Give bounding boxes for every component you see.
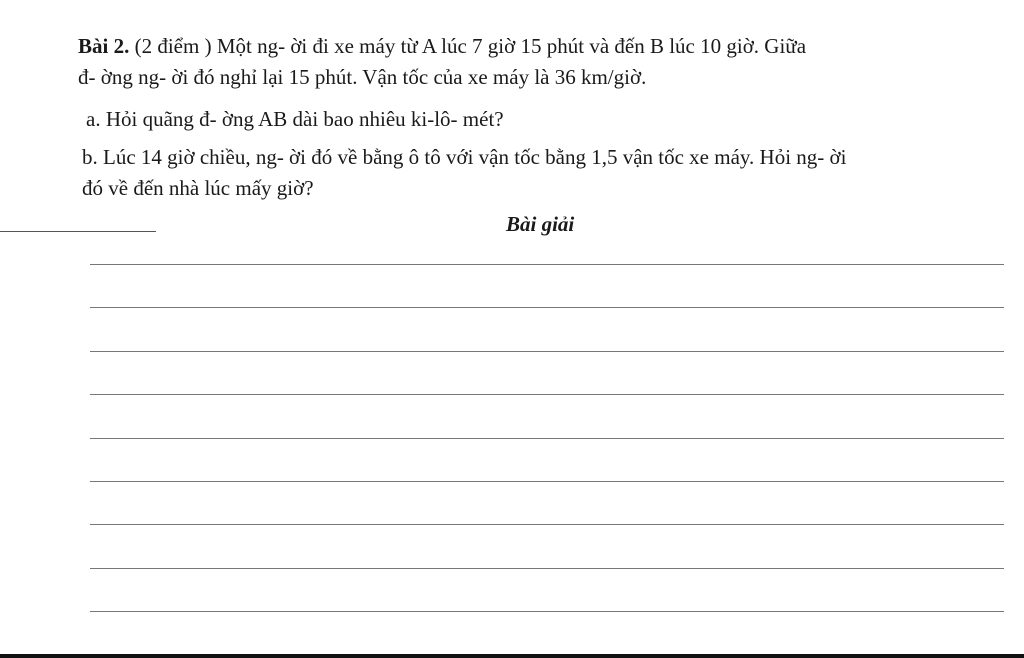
problem-intro-line2: đ- ờng ng- ời đó nghỉ lại 15 phút. Vận tốc của xe máy là 36 km/giờ. (78, 65, 647, 89)
answer-line[interactable] (90, 351, 1004, 352)
solution-heading: Bài giải (506, 212, 575, 236)
question-b-line2: đó về đến nhà lúc mấy giờ? (82, 176, 314, 200)
problem-statement (78, 31, 806, 93)
answer-line[interactable] (90, 481, 1004, 482)
page-bottom-border (0, 654, 1024, 658)
answer-line[interactable] (90, 438, 1004, 439)
question-a: a. Hỏi quãng đ- ờng AB dài bao nhiêu ki-lô- mét? (86, 107, 504, 131)
problem-number: Bài 2. (78, 34, 130, 58)
answer-line[interactable] (90, 611, 1004, 612)
short-divider (0, 231, 156, 232)
question-b-line1: b. Lúc 14 giờ chiều, ng- ời đó về bằng ô tô với vận tốc bằng 1,5 vận tốc xe máy. Hỏi ng- ời (82, 145, 847, 169)
question-b (82, 142, 846, 204)
problem-intro-line1: (2 điểm ) Một ng- ời đi xe máy từ A lúc 7 giờ 15 phút và đến B lúc 10 giờ. Giữa (129, 34, 807, 58)
answer-line[interactable] (90, 307, 1004, 308)
answer-line[interactable] (90, 394, 1004, 395)
answer-line[interactable] (90, 264, 1004, 265)
answer-line[interactable] (90, 524, 1004, 525)
answer-line[interactable] (90, 568, 1004, 569)
